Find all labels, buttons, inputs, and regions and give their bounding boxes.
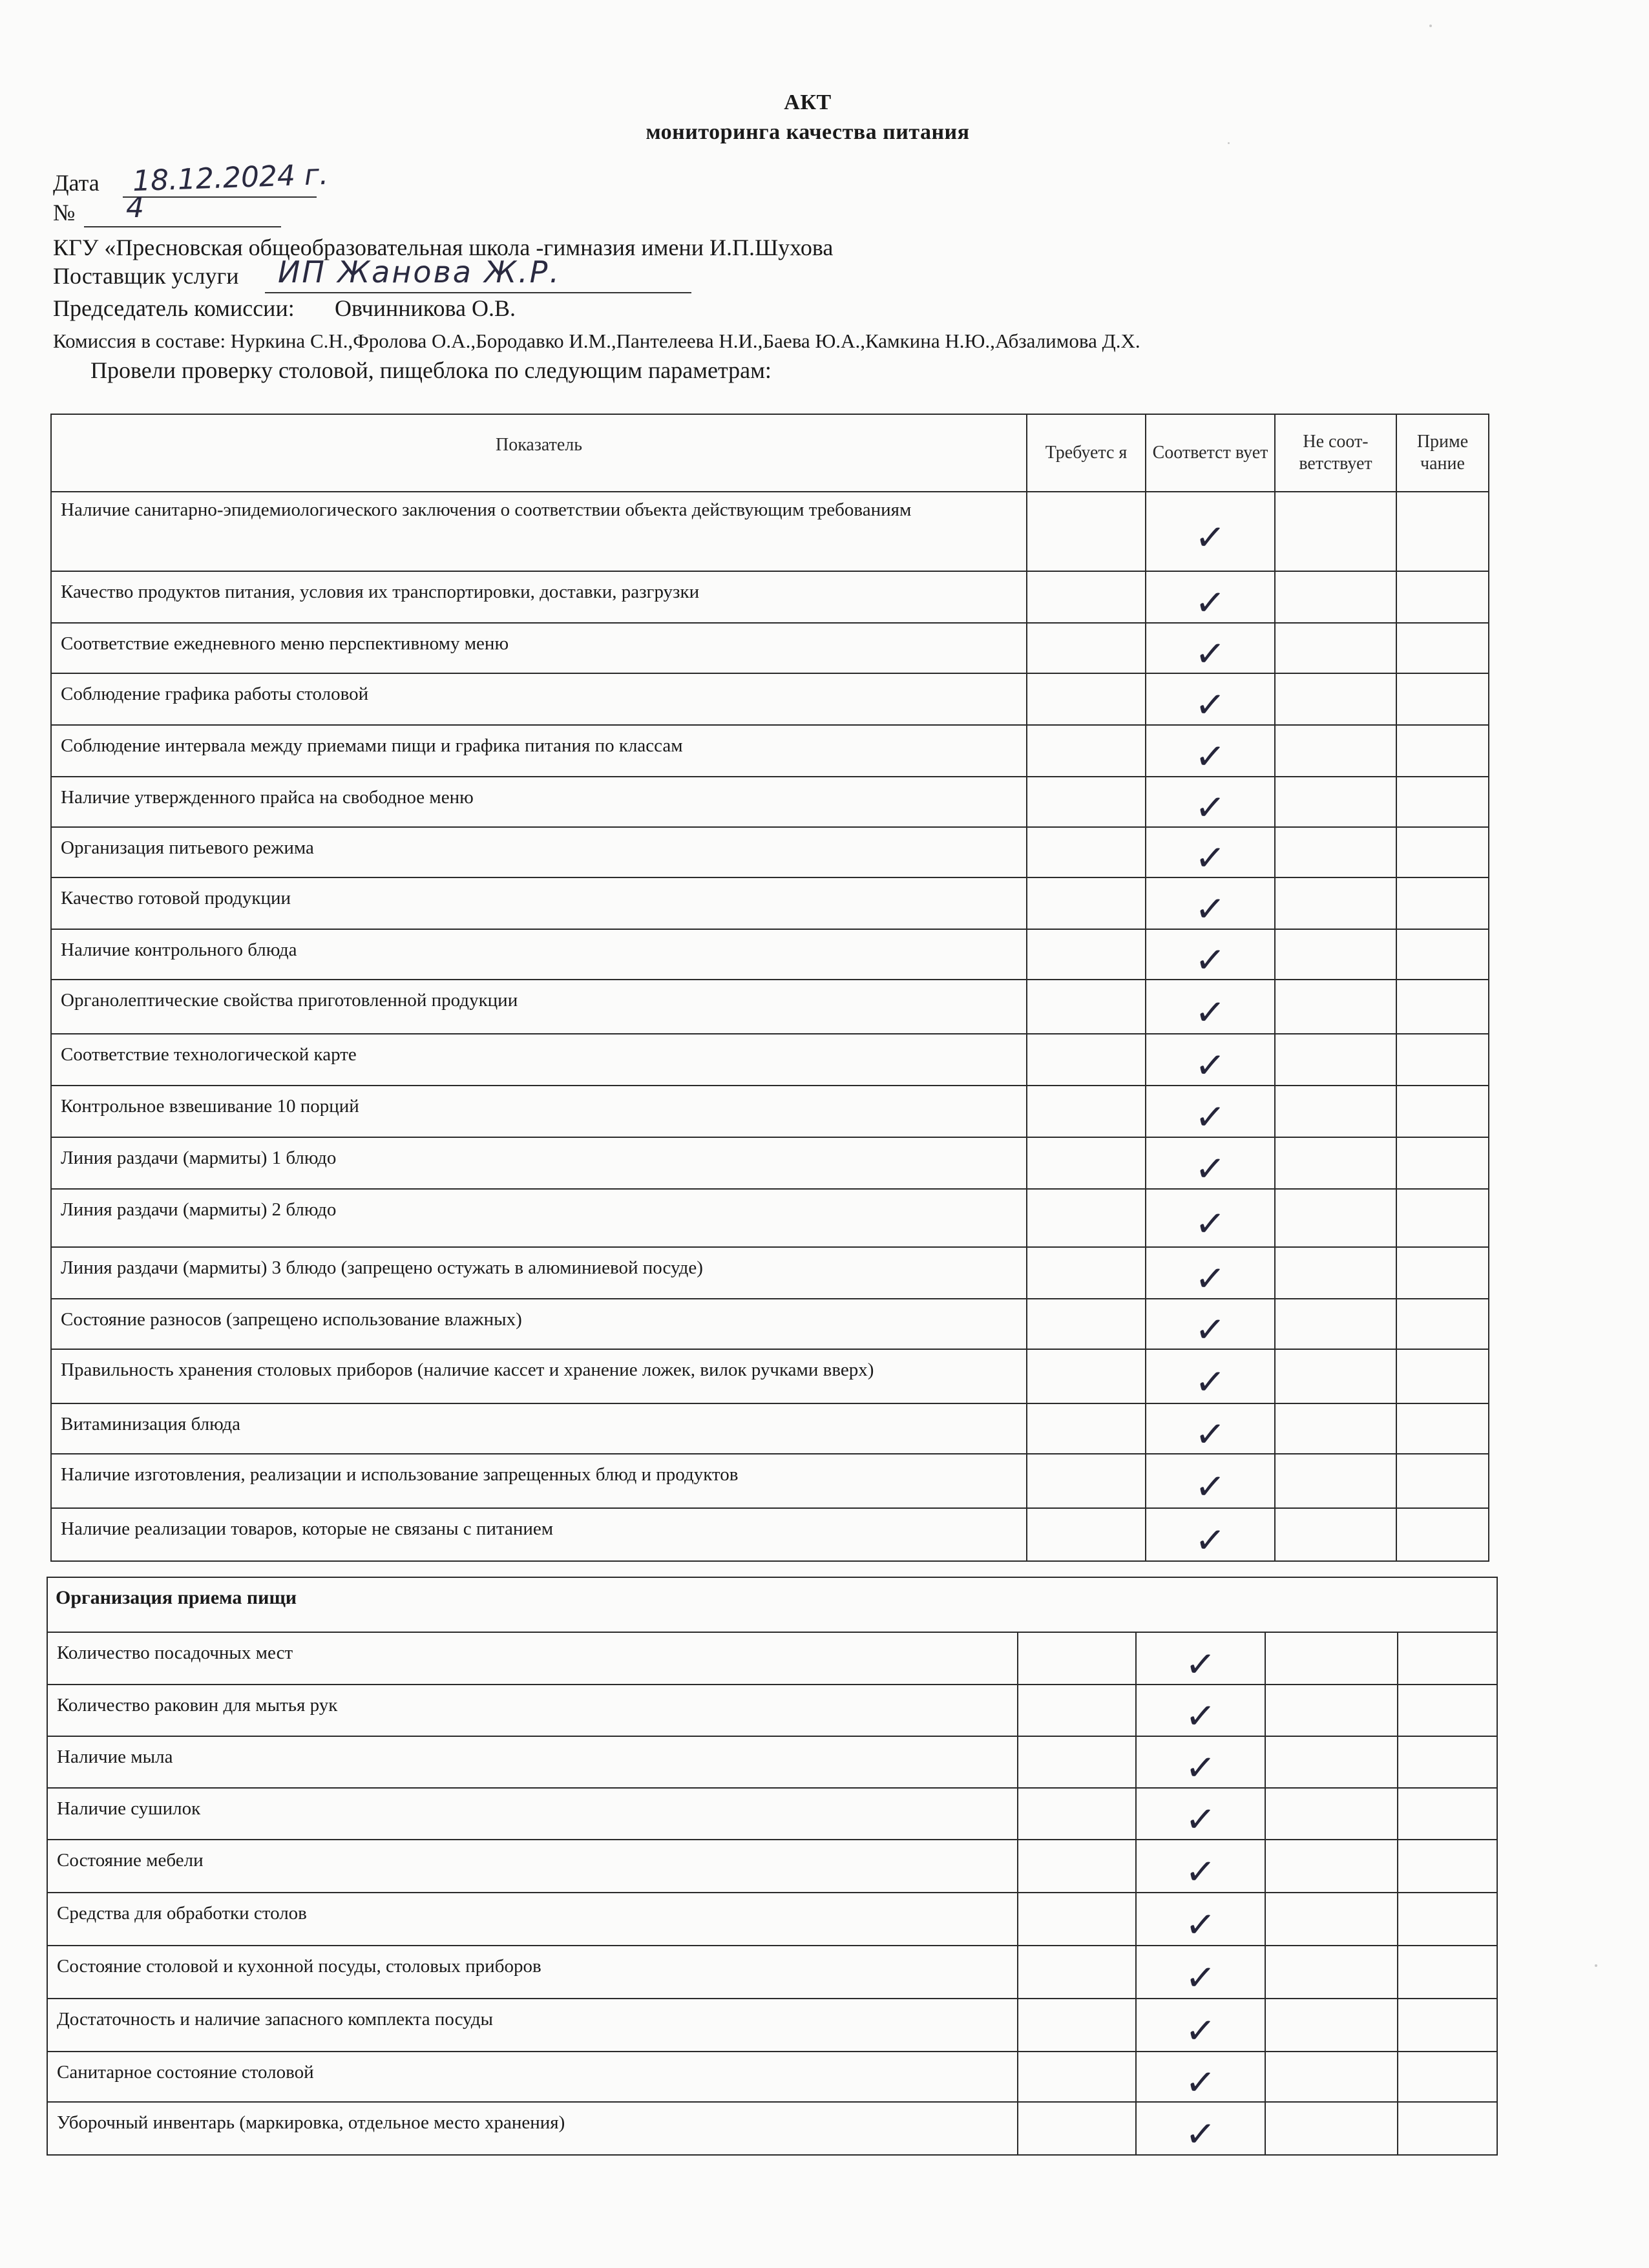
check-mark-icon: ✓ bbox=[1183, 1956, 1217, 2000]
note-cell bbox=[1398, 1788, 1497, 1840]
compliant-cell bbox=[1146, 492, 1275, 571]
table-row bbox=[51, 929, 1489, 980]
required-cell bbox=[1027, 623, 1146, 673]
compliant-cell bbox=[1136, 2102, 1265, 2155]
note-cell bbox=[1396, 1086, 1489, 1137]
note-cell bbox=[1396, 1137, 1489, 1189]
table-row bbox=[51, 1086, 1489, 1137]
note-cell bbox=[1398, 1946, 1497, 1999]
inspection-table bbox=[50, 414, 1489, 1562]
note-cell bbox=[1398, 1893, 1497, 1946]
date-underline bbox=[123, 196, 317, 198]
required-cell bbox=[1018, 1632, 1136, 1685]
check-mark-icon: ✓ bbox=[1193, 1095, 1227, 1140]
table-row bbox=[51, 1454, 1489, 1508]
required-cell bbox=[1027, 980, 1146, 1034]
noncompliant-cell bbox=[1275, 1086, 1396, 1137]
required-cell bbox=[1018, 2052, 1136, 2102]
noncompliant-cell bbox=[1265, 1893, 1398, 1946]
note-cell bbox=[1396, 673, 1489, 725]
indicator-cell: Санитарное состояние столовой bbox=[47, 2052, 1018, 2102]
noncompliant-cell bbox=[1275, 1247, 1396, 1299]
check-mark-icon: ✓ bbox=[1193, 1202, 1227, 1246]
check-mark-icon: ✓ bbox=[1183, 1903, 1217, 1948]
check-mark-icon: ✓ bbox=[1183, 2009, 1217, 2053]
compliant-cell bbox=[1136, 1632, 1265, 1685]
table-row bbox=[47, 1736, 1497, 1788]
indicator-cell: Наличие изготовления, реализации и использование запрещенных блюд и продуктов bbox=[51, 1454, 1027, 1508]
compliant-cell bbox=[1136, 1893, 1265, 1946]
compliant-cell bbox=[1146, 1508, 1275, 1561]
chair-name: Овчинникова О.В. bbox=[335, 295, 516, 321]
compliant-cell bbox=[1136, 1788, 1265, 1840]
note-cell bbox=[1398, 1632, 1497, 1685]
check-mark-icon: ✓ bbox=[1193, 991, 1227, 1035]
column-header-noncompliant: Не соот- ветствует bbox=[1275, 414, 1396, 492]
note-cell bbox=[1396, 1247, 1489, 1299]
check-mark-icon: ✓ bbox=[1183, 1642, 1217, 1687]
note-cell bbox=[1396, 1034, 1489, 1086]
supplier-underline bbox=[265, 292, 691, 293]
required-cell bbox=[1018, 1685, 1136, 1736]
required-cell bbox=[1018, 1999, 1136, 2052]
check-mark-icon: ✓ bbox=[1193, 1308, 1227, 1352]
indicator-cell: Состояние столовой и кухонной посуды, столовых приборов bbox=[47, 1946, 1018, 1999]
compliant-cell bbox=[1146, 1034, 1275, 1086]
indicator-cell: Количество раковин для мытья рук bbox=[47, 1685, 1018, 1736]
required-cell bbox=[1027, 1454, 1146, 1508]
check-mark-icon: ✓ bbox=[1183, 1694, 1217, 1739]
check-mark-icon: ✓ bbox=[1193, 887, 1227, 932]
indicator-cell: Наличие сушилок bbox=[47, 1788, 1018, 1840]
check-mark-icon: ✓ bbox=[1193, 1147, 1227, 1192]
note-cell bbox=[1396, 980, 1489, 1034]
required-cell bbox=[1018, 1840, 1136, 1893]
required-cell bbox=[1018, 1893, 1136, 1946]
indicator-cell: Состояние мебели bbox=[47, 1840, 1018, 1893]
table-row bbox=[51, 980, 1489, 1034]
indicator-cell: Соблюдение интервала между приемами пищи и графика питания по классам bbox=[51, 725, 1027, 777]
compliant-cell bbox=[1146, 1299, 1275, 1352]
number-label: № bbox=[53, 200, 76, 226]
table-row bbox=[51, 1349, 1489, 1403]
check-mark-icon: ✓ bbox=[1183, 2061, 1217, 2105]
noncompliant-cell bbox=[1275, 827, 1396, 877]
check-mark-icon: ✓ bbox=[1193, 735, 1227, 779]
noncompliant-cell bbox=[1265, 1736, 1398, 1788]
note-cell bbox=[1396, 827, 1489, 877]
required-cell bbox=[1027, 1189, 1146, 1247]
indicator-cell: Контрольное взвешивание 10 порций bbox=[51, 1086, 1027, 1137]
noncompliant-cell bbox=[1265, 2052, 1398, 2102]
check-mark-icon: ✓ bbox=[1183, 1798, 1217, 1842]
required-cell bbox=[1027, 1508, 1146, 1561]
supplier-value-handwritten: ИП Жанова Ж.Р. bbox=[278, 255, 562, 289]
compliant-cell bbox=[1136, 1736, 1265, 1788]
number-value-handwritten: 4 bbox=[126, 191, 144, 224]
check-mark-icon: ✓ bbox=[1193, 1412, 1227, 1457]
compliant-cell bbox=[1136, 1685, 1265, 1739]
noncompliant-cell bbox=[1275, 1454, 1396, 1508]
check-mark-icon: ✓ bbox=[1193, 683, 1227, 728]
compliant-cell bbox=[1146, 571, 1275, 623]
required-cell bbox=[1027, 1403, 1146, 1454]
check-mark-icon: ✓ bbox=[1193, 836, 1227, 881]
noncompliant-cell bbox=[1265, 2102, 1398, 2155]
required-cell bbox=[1027, 725, 1146, 777]
note-cell bbox=[1396, 571, 1489, 623]
check-mark-icon: ✓ bbox=[1193, 632, 1227, 677]
check-mark-icon: ✓ bbox=[1183, 2112, 1217, 2157]
indicator-cell: Наличие утвержденного прайса на свободное меню bbox=[51, 777, 1027, 827]
noncompliant-cell bbox=[1275, 725, 1396, 777]
table-row bbox=[47, 1946, 1497, 1999]
table-row bbox=[51, 877, 1489, 929]
inspection-intro: Провели проверку столовой, пищеблока по следующим параметрам: bbox=[90, 357, 772, 383]
section-title-meal-organization: Организация приема пищи bbox=[47, 1577, 1497, 1632]
check-mark-icon: ✓ bbox=[1193, 1465, 1227, 1509]
compliant-cell bbox=[1146, 777, 1275, 830]
check-mark-icon: ✓ bbox=[1183, 1850, 1217, 1895]
table-row bbox=[51, 1189, 1489, 1247]
indicator-cell: Линия раздачи (мармиты) 1 блюдо bbox=[51, 1137, 1027, 1189]
indicator-cell: Правильность хранения столовых приборов (наличие кассет и хранение ложек, вилок ручками вверх) bbox=[51, 1349, 1027, 1403]
note-cell bbox=[1396, 1349, 1489, 1403]
date-label: Дата bbox=[53, 170, 100, 196]
note-cell bbox=[1398, 1736, 1497, 1788]
note-cell bbox=[1398, 1999, 1497, 2052]
indicator-cell: Соблюдение графика работы столовой bbox=[51, 673, 1027, 725]
table-row bbox=[51, 571, 1489, 623]
required-cell bbox=[1027, 777, 1146, 827]
table-row bbox=[51, 1137, 1489, 1189]
compliant-cell bbox=[1146, 1403, 1275, 1457]
noncompliant-cell bbox=[1265, 1788, 1398, 1840]
check-mark-icon: ✓ bbox=[1193, 1518, 1227, 1563]
required-cell bbox=[1018, 2102, 1136, 2155]
compliant-cell bbox=[1146, 725, 1275, 777]
indicator-cell: Наличие санитарно-эпидемиологического заключения о соответствии объекта действующим требованиям bbox=[51, 492, 1027, 571]
table-row bbox=[47, 1632, 1497, 1685]
table-row bbox=[47, 1893, 1497, 1946]
compliant-cell bbox=[1146, 1189, 1275, 1247]
table-row bbox=[47, 1788, 1497, 1840]
indicator-cell: Достаточность и наличие запасного комплекта посуды bbox=[47, 1999, 1018, 2052]
compliant-cell bbox=[1146, 673, 1275, 728]
table-row bbox=[51, 492, 1489, 571]
check-mark-icon: ✓ bbox=[1193, 1257, 1227, 1301]
note-cell bbox=[1398, 1840, 1497, 1893]
indicator-cell: Соответствие ежедневного меню перспективному меню bbox=[51, 623, 1027, 673]
required-cell bbox=[1027, 1086, 1146, 1137]
indicator-cell: Качество готовой продукции bbox=[51, 877, 1027, 929]
required-cell bbox=[1027, 1034, 1146, 1086]
required-cell bbox=[1018, 1788, 1136, 1840]
noncompliant-cell bbox=[1275, 929, 1396, 980]
required-cell bbox=[1018, 1736, 1136, 1788]
note-cell bbox=[1396, 1508, 1489, 1561]
check-mark-icon: ✓ bbox=[1193, 581, 1227, 625]
table-row bbox=[47, 1840, 1497, 1893]
noncompliant-cell bbox=[1275, 1034, 1396, 1086]
compliant-cell bbox=[1146, 1247, 1275, 1299]
noncompliant-cell bbox=[1265, 1999, 1398, 2052]
check-mark-icon: ✓ bbox=[1193, 1044, 1227, 1088]
noncompliant-cell bbox=[1275, 877, 1396, 929]
indicator-cell: Организация питьевого режима bbox=[51, 827, 1027, 877]
compliant-cell bbox=[1136, 1840, 1265, 1893]
scan-speck bbox=[1429, 25, 1432, 27]
table-row bbox=[51, 1299, 1489, 1349]
indicator-cell: Органолептические свойства приготовленной продукции bbox=[51, 980, 1027, 1034]
indicator-cell: Средства для обработки столов bbox=[47, 1893, 1018, 1946]
compliant-cell bbox=[1136, 1946, 1265, 1999]
note-cell bbox=[1398, 2052, 1497, 2102]
note-cell bbox=[1396, 1403, 1489, 1454]
table-row bbox=[47, 1999, 1497, 2052]
table-row bbox=[51, 777, 1489, 827]
table-row bbox=[47, 2102, 1497, 2155]
noncompliant-cell bbox=[1275, 571, 1396, 623]
indicator-cell: Наличие контрольного блюда bbox=[51, 929, 1027, 980]
noncompliant-cell bbox=[1275, 777, 1396, 827]
compliant-cell bbox=[1146, 1454, 1275, 1508]
table-row bbox=[51, 1247, 1489, 1299]
required-cell bbox=[1027, 1137, 1146, 1189]
note-cell bbox=[1396, 1454, 1489, 1508]
column-header-indicator: Показатель bbox=[51, 414, 1027, 492]
noncompliant-cell bbox=[1275, 1137, 1396, 1189]
check-mark-icon: ✓ bbox=[1183, 1746, 1217, 1790]
compliant-cell bbox=[1146, 1137, 1275, 1192]
note-cell bbox=[1396, 1189, 1489, 1247]
noncompliant-cell bbox=[1275, 980, 1396, 1034]
scan-speck bbox=[1595, 1964, 1597, 1967]
indicator-cell: Состояние разносов (запрещено использование влажных) bbox=[51, 1299, 1027, 1349]
note-cell bbox=[1396, 877, 1489, 929]
note-cell bbox=[1396, 623, 1489, 673]
table-row bbox=[47, 1685, 1497, 1736]
required-cell bbox=[1018, 1946, 1136, 1999]
noncompliant-cell bbox=[1275, 673, 1396, 725]
chair-label: Председатель комиссии: bbox=[53, 295, 295, 321]
compliant-cell bbox=[1146, 1086, 1275, 1140]
check-mark-icon: ✓ bbox=[1193, 786, 1227, 830]
compliant-cell bbox=[1146, 929, 1275, 983]
noncompliant-cell bbox=[1275, 1403, 1396, 1454]
compliant-cell bbox=[1136, 2052, 1265, 2105]
indicator-cell: Наличие реализации товаров, которые не связаны с питанием bbox=[51, 1508, 1027, 1561]
table-row bbox=[47, 2052, 1497, 2102]
noncompliant-cell bbox=[1275, 492, 1396, 571]
compliant-cell bbox=[1136, 1999, 1265, 2052]
required-cell bbox=[1027, 673, 1146, 725]
column-header-note: Приме чание bbox=[1396, 414, 1489, 492]
table-row bbox=[51, 1034, 1489, 1086]
compliant-cell bbox=[1146, 623, 1275, 677]
indicator-cell: Витаминизация блюда bbox=[51, 1403, 1027, 1454]
date-value-handwritten: 18.12.2024 г. bbox=[132, 158, 329, 198]
compliant-cell bbox=[1146, 827, 1275, 881]
required-cell bbox=[1027, 1349, 1146, 1403]
note-cell bbox=[1396, 929, 1489, 980]
document-title: АКТ bbox=[784, 90, 832, 114]
column-header-required: Требуетс я bbox=[1027, 414, 1146, 492]
indicator-cell: Уборочный инвентарь (маркировка, отдельное место хранения) bbox=[47, 2102, 1018, 2155]
indicator-cell: Качество продуктов питания, условия их транспортировки, доставки, разгрузки bbox=[51, 571, 1027, 623]
note-cell bbox=[1396, 777, 1489, 827]
required-cell bbox=[1027, 571, 1146, 623]
noncompliant-cell bbox=[1265, 1685, 1398, 1736]
supplier-label: Поставщик услуги bbox=[53, 263, 239, 289]
indicator-cell: Линия раздачи (мармиты) 3 блюдо (запрещено остужать в алюминиевой посуде) bbox=[51, 1247, 1027, 1299]
check-mark-icon: ✓ bbox=[1193, 515, 1227, 560]
check-mark-icon: ✓ bbox=[1193, 1360, 1227, 1405]
table-row bbox=[51, 827, 1489, 877]
number-underline bbox=[84, 226, 281, 227]
indicator-cell: Количество посадочных мест bbox=[47, 1632, 1018, 1685]
note-cell bbox=[1396, 492, 1489, 571]
noncompliant-cell bbox=[1265, 1632, 1398, 1685]
required-cell bbox=[1027, 1299, 1146, 1349]
note-cell bbox=[1398, 2102, 1497, 2155]
document-subtitle: мониторинга качества питания bbox=[646, 120, 970, 144]
compliant-cell bbox=[1146, 1349, 1275, 1403]
table-row bbox=[51, 725, 1489, 777]
noncompliant-cell bbox=[1275, 1508, 1396, 1561]
table-row bbox=[51, 1508, 1489, 1561]
commission-members: Комиссия в составе: Нуркина С.Н.,Фролова О.А.,Бородавко И.М.,Пантелеева Н.И.,Баева Ю.А.,Камкина Н.Ю.,Абзалимова Д.Х. bbox=[53, 330, 1140, 352]
compliant-cell bbox=[1146, 980, 1275, 1034]
noncompliant-cell bbox=[1265, 1840, 1398, 1893]
note-cell bbox=[1398, 1685, 1497, 1736]
required-cell bbox=[1027, 492, 1146, 571]
indicator-cell: Соответствие технологической карте bbox=[51, 1034, 1027, 1086]
required-cell bbox=[1027, 1247, 1146, 1299]
note-cell bbox=[1396, 1299, 1489, 1349]
inspection-table-body bbox=[51, 492, 1489, 1561]
indicator-cell: Наличие мыла bbox=[47, 1736, 1018, 1788]
required-cell bbox=[1027, 929, 1146, 980]
required-cell bbox=[1027, 877, 1146, 929]
compliant-cell bbox=[1146, 877, 1275, 932]
indicator-cell: Линия раздачи (мармиты) 2 блюдо bbox=[51, 1189, 1027, 1247]
noncompliant-cell bbox=[1265, 1946, 1398, 1999]
note-cell bbox=[1396, 725, 1489, 777]
meal-organization-table bbox=[47, 1577, 1498, 2156]
noncompliant-cell bbox=[1275, 1189, 1396, 1247]
school-name: КГУ «Пресновская общеобразовательная школа -гимназия имени И.П.Шухова bbox=[53, 235, 834, 260]
noncompliant-cell bbox=[1275, 1349, 1396, 1403]
column-header-compliant: Соответст вует bbox=[1146, 414, 1275, 492]
required-cell bbox=[1027, 827, 1146, 877]
table-row bbox=[51, 623, 1489, 673]
noncompliant-cell bbox=[1275, 1299, 1396, 1349]
table-row bbox=[51, 1403, 1489, 1454]
noncompliant-cell bbox=[1275, 623, 1396, 673]
table-row bbox=[51, 673, 1489, 725]
meal-organization-table-body bbox=[47, 1577, 1497, 2155]
check-mark-icon: ✓ bbox=[1193, 938, 1227, 983]
